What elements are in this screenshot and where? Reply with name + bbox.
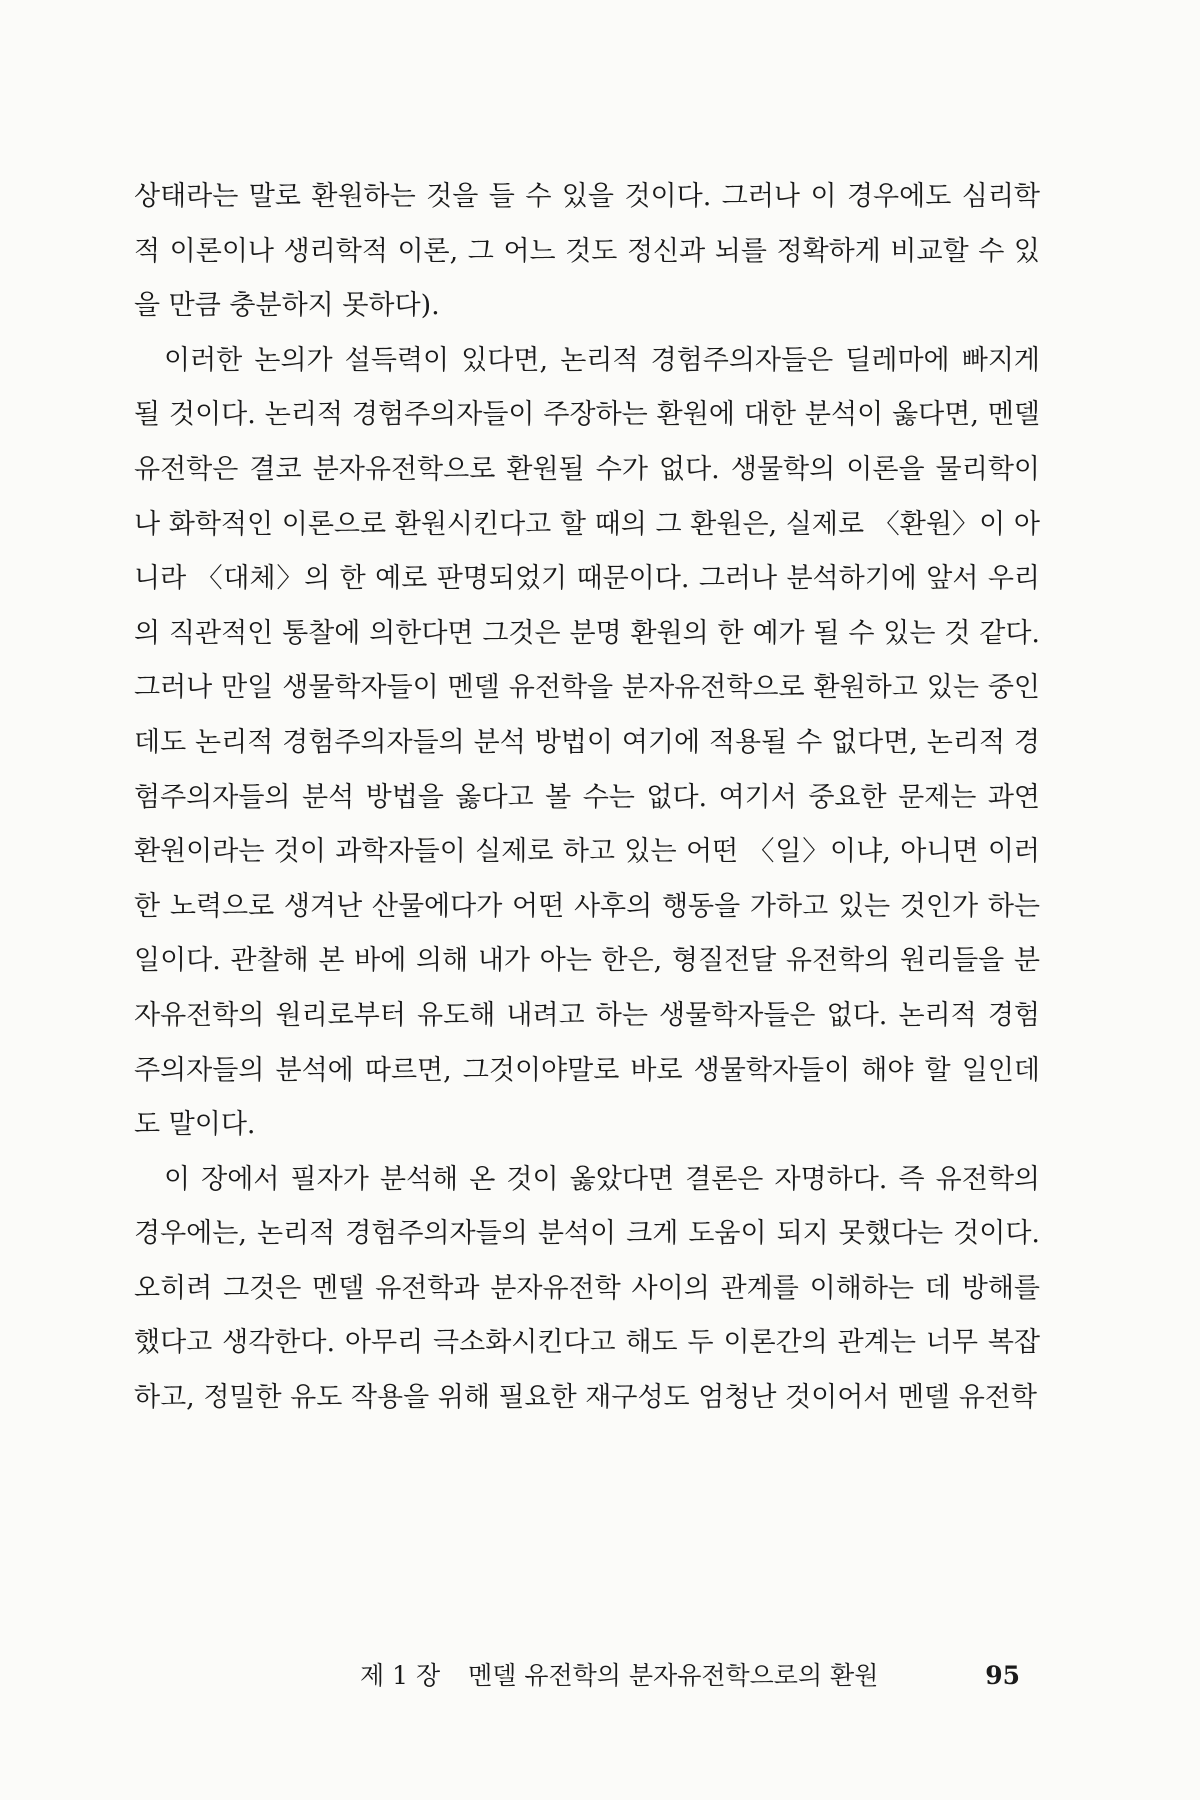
page-footer <box>360 1656 1020 1692</box>
paragraph-1: 상태라는 말로 환원하는 것을 들 수 있을 것이다. 그러나 이 경우에도 심리학적 이론이나 생리학적 이론, 그 어느 것도 정신과 뇌를 정확하게 비교할 수 있을 만큼 충분하지 못하다). <box>134 181 1040 322</box>
paragraph-2: 이러한 논의가 설득력이 있다면, 논리적 경험주의자들은 딜레마에 빠지게 될 것이다. 논리적 경험주의자들이 주장하는 환원에 대한 분석이 옳다면, 멘델 유전학은 결코 분자유전학으로 환원될 수가 없다. 생물학의 이론을 물리학이나 화학적인 이론으로 환원시킨다고 할 때의 그 환원은, 실제로 〈환원〉이 아니라 〈대체〉의 한 예로 판명되었기 때문이다. 그러나 분석하기에 앞서 우리의 직관적인 통찰에 의한다면 그것은 분명 환원의 한 예가 될 수 있는 것 같다. 그러나 만일 생물학자들이 멘델 유전학을 분자유전학으로 환원하고 있는 중인데도 논리적 경험주의자들의 분석 방법이 여기에 적용될 수 없다면, 논리적 경험주의자들의 분석 방법을 옳다고 볼 수는 없다. 여기서 중요한 문제는 과연 환원이라는 것이 과학자들이 실제로 하고 있는 어떤 〈일〉이냐, 아니면 이러한 노력으로 생겨난 산물에다가 어떤 사후의 행동을 가하고 있는 것인가 하는 일이다. 관찰해 본 바에 의해 내가 아는 한은, 형질전달 유전학의 원리들을 분자유전학의 원리로부터 유도해 내려고 하는 생물학자들은 없다. 논리적 경험주의자들의 분석에 따르면, 그것이야말로 바로 생물학자들이 해야 할 일인데도 말이다. <box>134 344 1040 1141</box>
page-number: 95 <box>985 1661 1020 1690</box>
page-body <box>134 170 1040 1426</box>
chapter-label: 제 1 장 <box>360 1661 441 1690</box>
paragraph-3: 이 장에서 필자가 분석해 온 것이 옳았다면 결론은 자명하다. 즉 유전학의 경우에는, 논리적 경험주의자들의 분석이 크게 도움이 되지 못했다는 것이다. 오히려 그것은 멘델 유전학과 분자유전학 사이의 관계를 이해하는 데 방해를 했다고 생각한다. 아무리 극소화시킨다고 해도 두 이론간의 관계는 너무 복잡하고, 정밀한 유도 작용을 위해 필요한 재구성도 엄청난 것이어서 멘델 유전학 <box>134 1163 1040 1414</box>
chapter-title: 멘델 유전학의 분자유전학으로의 환원 <box>468 1661 879 1690</box>
